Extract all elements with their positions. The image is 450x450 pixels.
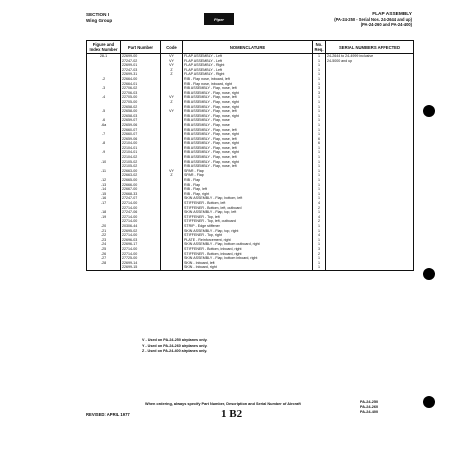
- col-header-fig: Figure and Index Number: [87, 41, 121, 54]
- part-number-cell: 22659-06: [121, 123, 161, 128]
- nomenclature-cell: PLATE - Reinforcement, right: [183, 238, 313, 243]
- quantity-cell: 1: [313, 114, 326, 119]
- part-number-cell: 22699-15: [121, 265, 161, 270]
- nomenclature-cell: RIB ASSEMBLY - Flap, nose, right: [183, 91, 313, 96]
- nomenclature-cell: STIFFENER - Bottom, left: [183, 201, 313, 206]
- part-number-cell: 22699-00: [121, 54, 161, 59]
- model-250: PA-24-250: [360, 400, 379, 404]
- table-row: [87, 265, 414, 270]
- section-label: SECTION I: [86, 12, 109, 17]
- quantity-cell: 3: [313, 91, 326, 96]
- fig-cell: [87, 265, 121, 270]
- group-label: Wing Group: [86, 18, 113, 23]
- col-header-part: Part Number: [121, 41, 161, 54]
- page-title: FLAP ASSEMBLY: [372, 12, 412, 17]
- quantity-cell: 1: [313, 210, 326, 215]
- quantity-cell: 3: [313, 247, 326, 252]
- nomenclature-cell: RIB ASSEMBLY - Flap, nose, left: [183, 128, 313, 133]
- nomenclature-cell: RIB ASSEMBLY - Flap, nose: [183, 118, 313, 123]
- part-number-cell: 27247-02: [121, 59, 161, 64]
- quantity-cell: 1: [313, 256, 326, 261]
- nomenclature-cell: SKIN ASSEMBLY - Flap, bottom, left: [183, 196, 313, 201]
- nomenclature-cell: RIB ASSEMBLY - Flap, nose, right: [183, 160, 313, 165]
- quantity-cell: 1: [313, 109, 326, 114]
- quantity-cell: 1: [313, 68, 326, 73]
- nomenclature-cell: SKIN ASSEMBLY - Flap, top, left: [183, 210, 313, 215]
- quantity-cell: 1: [313, 265, 326, 270]
- applicability-2: (PA-24-260 and PA-24-400): [360, 22, 412, 28]
- fig-cell: -18: [87, 210, 121, 215]
- nomenclature-cell: FLAP ASSEMBLY - Left: [183, 68, 313, 73]
- quantity-cell: 1: [313, 128, 326, 133]
- nomenclature-cell: RIB - Flap: [183, 178, 313, 183]
- part-number-cell: 22714-00: [121, 219, 161, 224]
- nomenclature-cell: RIB ASSEMBLY - Flap, nose, left: [183, 146, 313, 151]
- part-number-cell: 22658-00: [121, 109, 161, 114]
- nomenclature-cell: RIB ASSEMBLY - Flap, nose, left: [183, 109, 313, 114]
- nomenclature-cell: FLAP ASSEMBLY - Right: [183, 63, 313, 68]
- part-number-cell: 22104-01: [121, 150, 161, 155]
- nomenclature-cell: RIB ASSEMBLY - Flap, nose: [183, 123, 313, 128]
- fig-cell: -13: [87, 183, 121, 188]
- nomenclature-cell: RIB ASSEMBLY - Flap, nose, right: [183, 132, 313, 137]
- col-header-qty: No. Req.: [314, 42, 324, 52]
- quantity-cell: 1: [313, 229, 326, 234]
- nomenclature-cell: RIB ASSEMBLY - Flap, nose, left: [183, 86, 313, 91]
- parts-table: [86, 40, 414, 271]
- quantity-cell: 1: [313, 118, 326, 123]
- fig-cell: -22: [87, 233, 121, 238]
- quantity-cell: 1: [313, 196, 326, 201]
- fig-cell: -27: [87, 256, 121, 261]
- part-number-cell: 27725-00: [121, 256, 161, 261]
- fig-cell: -4: [87, 95, 121, 100]
- quantity-cell: 1: [313, 238, 326, 243]
- nomenclature-cell: SPAR - Flap: [183, 169, 313, 174]
- logo-text: Piper: [213, 16, 224, 22]
- part-number-cell: 22104-02: [121, 155, 161, 160]
- fig-cell: -5: [87, 109, 121, 114]
- quantity-cell: 2: [313, 252, 326, 257]
- code-cell: VY: [161, 54, 183, 59]
- nomenclature-cell: STIFFENER - Top, left: [183, 215, 313, 220]
- serial-cell: [326, 265, 414, 270]
- part-number-cell: 22104-01: [121, 146, 161, 151]
- part-number-cell: 22105-02: [121, 160, 161, 165]
- nomenclature-cell: STIFFENER - Top, right: [183, 233, 313, 238]
- piper-logo: [204, 13, 234, 25]
- nomenclature-cell: STIFFENER - Bottom, inboard, right: [183, 247, 313, 252]
- nomenclature-cell: RIB ASSEMBLY - Flap, nose, left: [183, 155, 313, 160]
- part-number-cell: 22696-03: [121, 238, 161, 243]
- part-number-cell: 22666-00: [121, 183, 161, 188]
- nomenclature-cell: SPAR - Flap: [183, 173, 313, 178]
- nomenclature-cell: FLAP ASSEMBLY - Right: [183, 72, 313, 77]
- part-number-cell: 22663-00: [121, 169, 161, 174]
- part-number-cell: 22660-07: [121, 128, 161, 133]
- fig-cell: -21: [87, 229, 121, 234]
- code-cell: Z: [161, 72, 183, 77]
- nomenclature-cell: RIB - Flap nose, inboard, left: [183, 77, 313, 82]
- nomenclature-cell: STIFFENER - Bottom, inboard, right: [183, 252, 313, 257]
- code-cell: VY: [161, 63, 183, 68]
- part-number-cell: 22665-00: [121, 178, 161, 183]
- col-header-code: Code: [161, 41, 183, 54]
- quantity-cell: 1: [313, 150, 326, 155]
- part-number-cell: 22714-00: [121, 206, 161, 211]
- part-number-cell: 22658-03: [121, 114, 161, 119]
- part-number-cell: 22659-06: [121, 137, 161, 142]
- part-number-cell: 22705-00: [121, 100, 161, 105]
- part-number-cell: 22699-14: [121, 261, 161, 266]
- fig-cell: -15: [87, 192, 121, 197]
- code-legend: [142, 338, 207, 355]
- quantity-cell: 1: [313, 183, 326, 188]
- nomenclature-cell: FLAP ASSEMBLY - Left: [183, 59, 313, 64]
- fig-cell: -8: [87, 141, 121, 146]
- quantity-cell: 1: [313, 82, 326, 87]
- part-number-cell: 22660-07: [121, 132, 161, 137]
- code-cell: Z: [161, 100, 183, 105]
- header-row: [87, 41, 414, 54]
- fig-cell: -16: [87, 196, 121, 201]
- quantity-cell: 1: [313, 155, 326, 160]
- fig-cell: -6: [87, 118, 121, 123]
- part-number-cell: 22699-01: [121, 63, 161, 68]
- revised-date: REVISED: APRIL 1977: [86, 412, 130, 417]
- quantity-cell: 4: [313, 233, 326, 238]
- quantity-cell: 1: [313, 169, 326, 174]
- quantity-cell: 1: [313, 173, 326, 178]
- fig-cell: -17: [87, 201, 121, 206]
- nomenclature-cell: RIB - Flap, right: [183, 192, 313, 197]
- part-number-cell: 22668-33: [121, 192, 161, 197]
- binder-hole-top: [423, 105, 435, 117]
- nomenclature-cell: RIB - Flap: [183, 183, 313, 188]
- quantity-cell: 4: [313, 201, 326, 206]
- quantity-cell: 1: [313, 123, 326, 128]
- quantity-cell: 1: [313, 54, 326, 59]
- quantity-cell: 1: [313, 242, 326, 247]
- part-number-cell: 20306-44: [121, 224, 161, 229]
- part-number-cell: 27247-06: [121, 210, 161, 215]
- nomenclature-cell: RIB ASSEMBLY - Flap, nose, right: [183, 105, 313, 110]
- legend-z: Z - Used on PA-24-400 airplanes only.: [142, 349, 208, 353]
- part-number-cell: 22706-03: [121, 91, 161, 96]
- nomenclature-cell: SKIN ASSEMBLY - Flap, top, right: [183, 229, 313, 234]
- code-cell: [161, 265, 183, 270]
- fig-cell: -24: [87, 242, 121, 247]
- parts-table-body: [87, 54, 414, 271]
- part-number-cell: 22714-00: [121, 247, 161, 252]
- part-number-cell: 22658-02: [121, 105, 161, 110]
- quantity-cell: 1: [313, 132, 326, 137]
- quantity-cell: 1: [313, 72, 326, 77]
- nomenclature-cell: SKIN - Inboard, right: [183, 265, 313, 270]
- quantity-cell: 3: [313, 86, 326, 91]
- part-number-cell: 22104-00: [121, 141, 161, 146]
- nomenclature-cell: RIB ASSEMBLY - Flap, nose, left: [183, 164, 313, 169]
- nomenclature-cell: RIB ASSEMBLY - Flap, nose, left: [183, 95, 313, 100]
- fig-cell: -2: [87, 77, 121, 82]
- quantity-cell: 6: [313, 141, 326, 146]
- code-cell: VY: [161, 95, 183, 100]
- quantity-cell: 1: [313, 261, 326, 266]
- fig-cell: -14: [87, 187, 121, 192]
- code-cell: VY: [161, 59, 183, 64]
- code-cell: Z: [161, 68, 183, 73]
- quantity-cell: 1: [313, 160, 326, 165]
- binder-hole-middle: [423, 268, 435, 280]
- quantity-cell: 1: [313, 100, 326, 105]
- fig-cell: -23: [87, 238, 121, 243]
- part-number-cell: 22667-00: [121, 187, 161, 192]
- nomenclature-cell: RIB - Flap nose, inboard, right: [183, 82, 313, 87]
- quantity-cell: 1: [313, 224, 326, 229]
- quantity-cell: 1: [313, 77, 326, 82]
- serial-cell: 24-2644 to 24-4999 inclusive: [326, 54, 414, 59]
- nomenclature-cell: SKIN ASSEMBLY - Flap, bottom inboard, right: [183, 256, 313, 261]
- fig-cell: -26: [87, 252, 121, 257]
- legend-v: V - Used on PA-24-250 airplanes only.: [142, 338, 208, 342]
- nomenclature-cell: RIB ASSEMBLY - Flap, nose, right: [183, 100, 313, 105]
- fig-cell: -28: [87, 261, 121, 266]
- fig-cell: -9: [87, 150, 121, 155]
- quantity-cell: 1: [313, 63, 326, 68]
- model-260: PA-24-260: [360, 405, 379, 409]
- part-number-cell: 22705-00: [121, 95, 161, 100]
- quantity-cell: 1: [313, 187, 326, 192]
- part-number-cell: 22714-00: [121, 233, 161, 238]
- quantity-cell: 1: [313, 192, 326, 197]
- nomenclature-cell: FLAP ASSEMBLY - Left: [183, 54, 313, 59]
- part-number-cell: 27247-03: [121, 68, 161, 73]
- nomenclature-cell: SKIN ASSEMBLY - Flap, bottom outboard, right: [183, 242, 313, 247]
- part-number-cell: 22699-31: [121, 72, 161, 77]
- part-number-cell: 22663-02: [121, 173, 161, 178]
- fig-cell: -19: [87, 215, 121, 220]
- page-number: 1 B2: [221, 408, 243, 420]
- fig-cell: 28-1: [87, 54, 121, 59]
- model-400: PA-24-400: [360, 410, 379, 414]
- code-cell: VY: [161, 109, 183, 114]
- part-number-cell: 22714-00: [121, 215, 161, 220]
- nomenclature-cell: RIB ASSEMBLY - Flap, nose, left: [183, 137, 313, 142]
- quantity-cell: 1: [313, 164, 326, 169]
- nomenclature-cell: RIB ASSEMBLY - Flap, nose, right: [183, 150, 313, 155]
- part-number-cell: 22696-17: [121, 242, 161, 247]
- legend-y: Y - Used on PA-24-260 airplanes only.: [142, 343, 208, 348]
- hdr-right: [300, 12, 412, 28]
- nomenclature-cell: SKIN - Inboard, left: [183, 261, 313, 266]
- hdr-left: [86, 12, 112, 24]
- applicability-1: (PA-24-250 - Serial Nos. 24-2644 and up): [334, 17, 412, 23]
- part-number-cell: 22664-01: [121, 82, 161, 87]
- nomenclature-cell: STRIP - Edge stiffener: [183, 224, 313, 229]
- col-header-serials: SERIAL NUMBERS AFFECTED: [326, 41, 414, 54]
- quantity-cell: 4: [313, 215, 326, 220]
- code-cell: VY: [161, 169, 183, 174]
- nomenclature-cell: STIFFENER - Bottom, left, outboard: [183, 206, 313, 211]
- quantity-cell: 2: [313, 206, 326, 211]
- serial-cell: 24-5000 and up: [326, 59, 414, 64]
- quantity-cell: 2: [313, 219, 326, 224]
- quantity-cell: 1: [313, 178, 326, 183]
- quantity-cell: 6: [313, 137, 326, 142]
- part-number-cell: 22714-00: [121, 201, 161, 206]
- fig-cell: -11: [87, 169, 121, 174]
- nomenclature-cell: STIFFENER - Top, left, outboard: [183, 219, 313, 224]
- fig-cell: -25: [87, 247, 121, 252]
- part-number-cell: 22714-00: [121, 252, 161, 257]
- ordering-note: When ordering, always specify Part Number, Description and Serial Number of Aircraft: [145, 402, 301, 406]
- nomenclature-cell: RIB - Flap, left: [183, 187, 313, 192]
- quantity-cell: 1: [313, 95, 326, 100]
- fig-cell: -10: [87, 160, 121, 165]
- binder-hole-bottom: [423, 396, 435, 408]
- code-cell: Z: [161, 173, 183, 178]
- quantity-cell: 1: [313, 59, 326, 64]
- part-number-cell: 22706-02: [121, 86, 161, 91]
- part-number-cell: 22105-02: [121, 164, 161, 169]
- part-number-cell: 27247-07: [121, 196, 161, 201]
- part-number-cell: 22659-07: [121, 118, 161, 123]
- fig-cell: -6a: [87, 123, 121, 128]
- fig-cell: -12: [87, 178, 121, 183]
- fig-cell: -20: [87, 224, 121, 229]
- fig-cell: -3: [87, 86, 121, 91]
- part-number-cell: 22695-02: [121, 229, 161, 234]
- col-header-nomenclature: NOMENCLATURE: [183, 41, 313, 54]
- model-list: [360, 400, 378, 415]
- nomenclature-cell: RIB ASSEMBLY - Flap, nose, right: [183, 114, 313, 119]
- nomenclature-cell: RIB ASSEMBLY - Flap, nose, right: [183, 141, 313, 146]
- fig-cell: -7: [87, 132, 121, 137]
- quantity-cell: 1: [313, 105, 326, 110]
- quantity-cell: 1: [313, 146, 326, 151]
- part-number-cell: 22664-00: [121, 77, 161, 82]
